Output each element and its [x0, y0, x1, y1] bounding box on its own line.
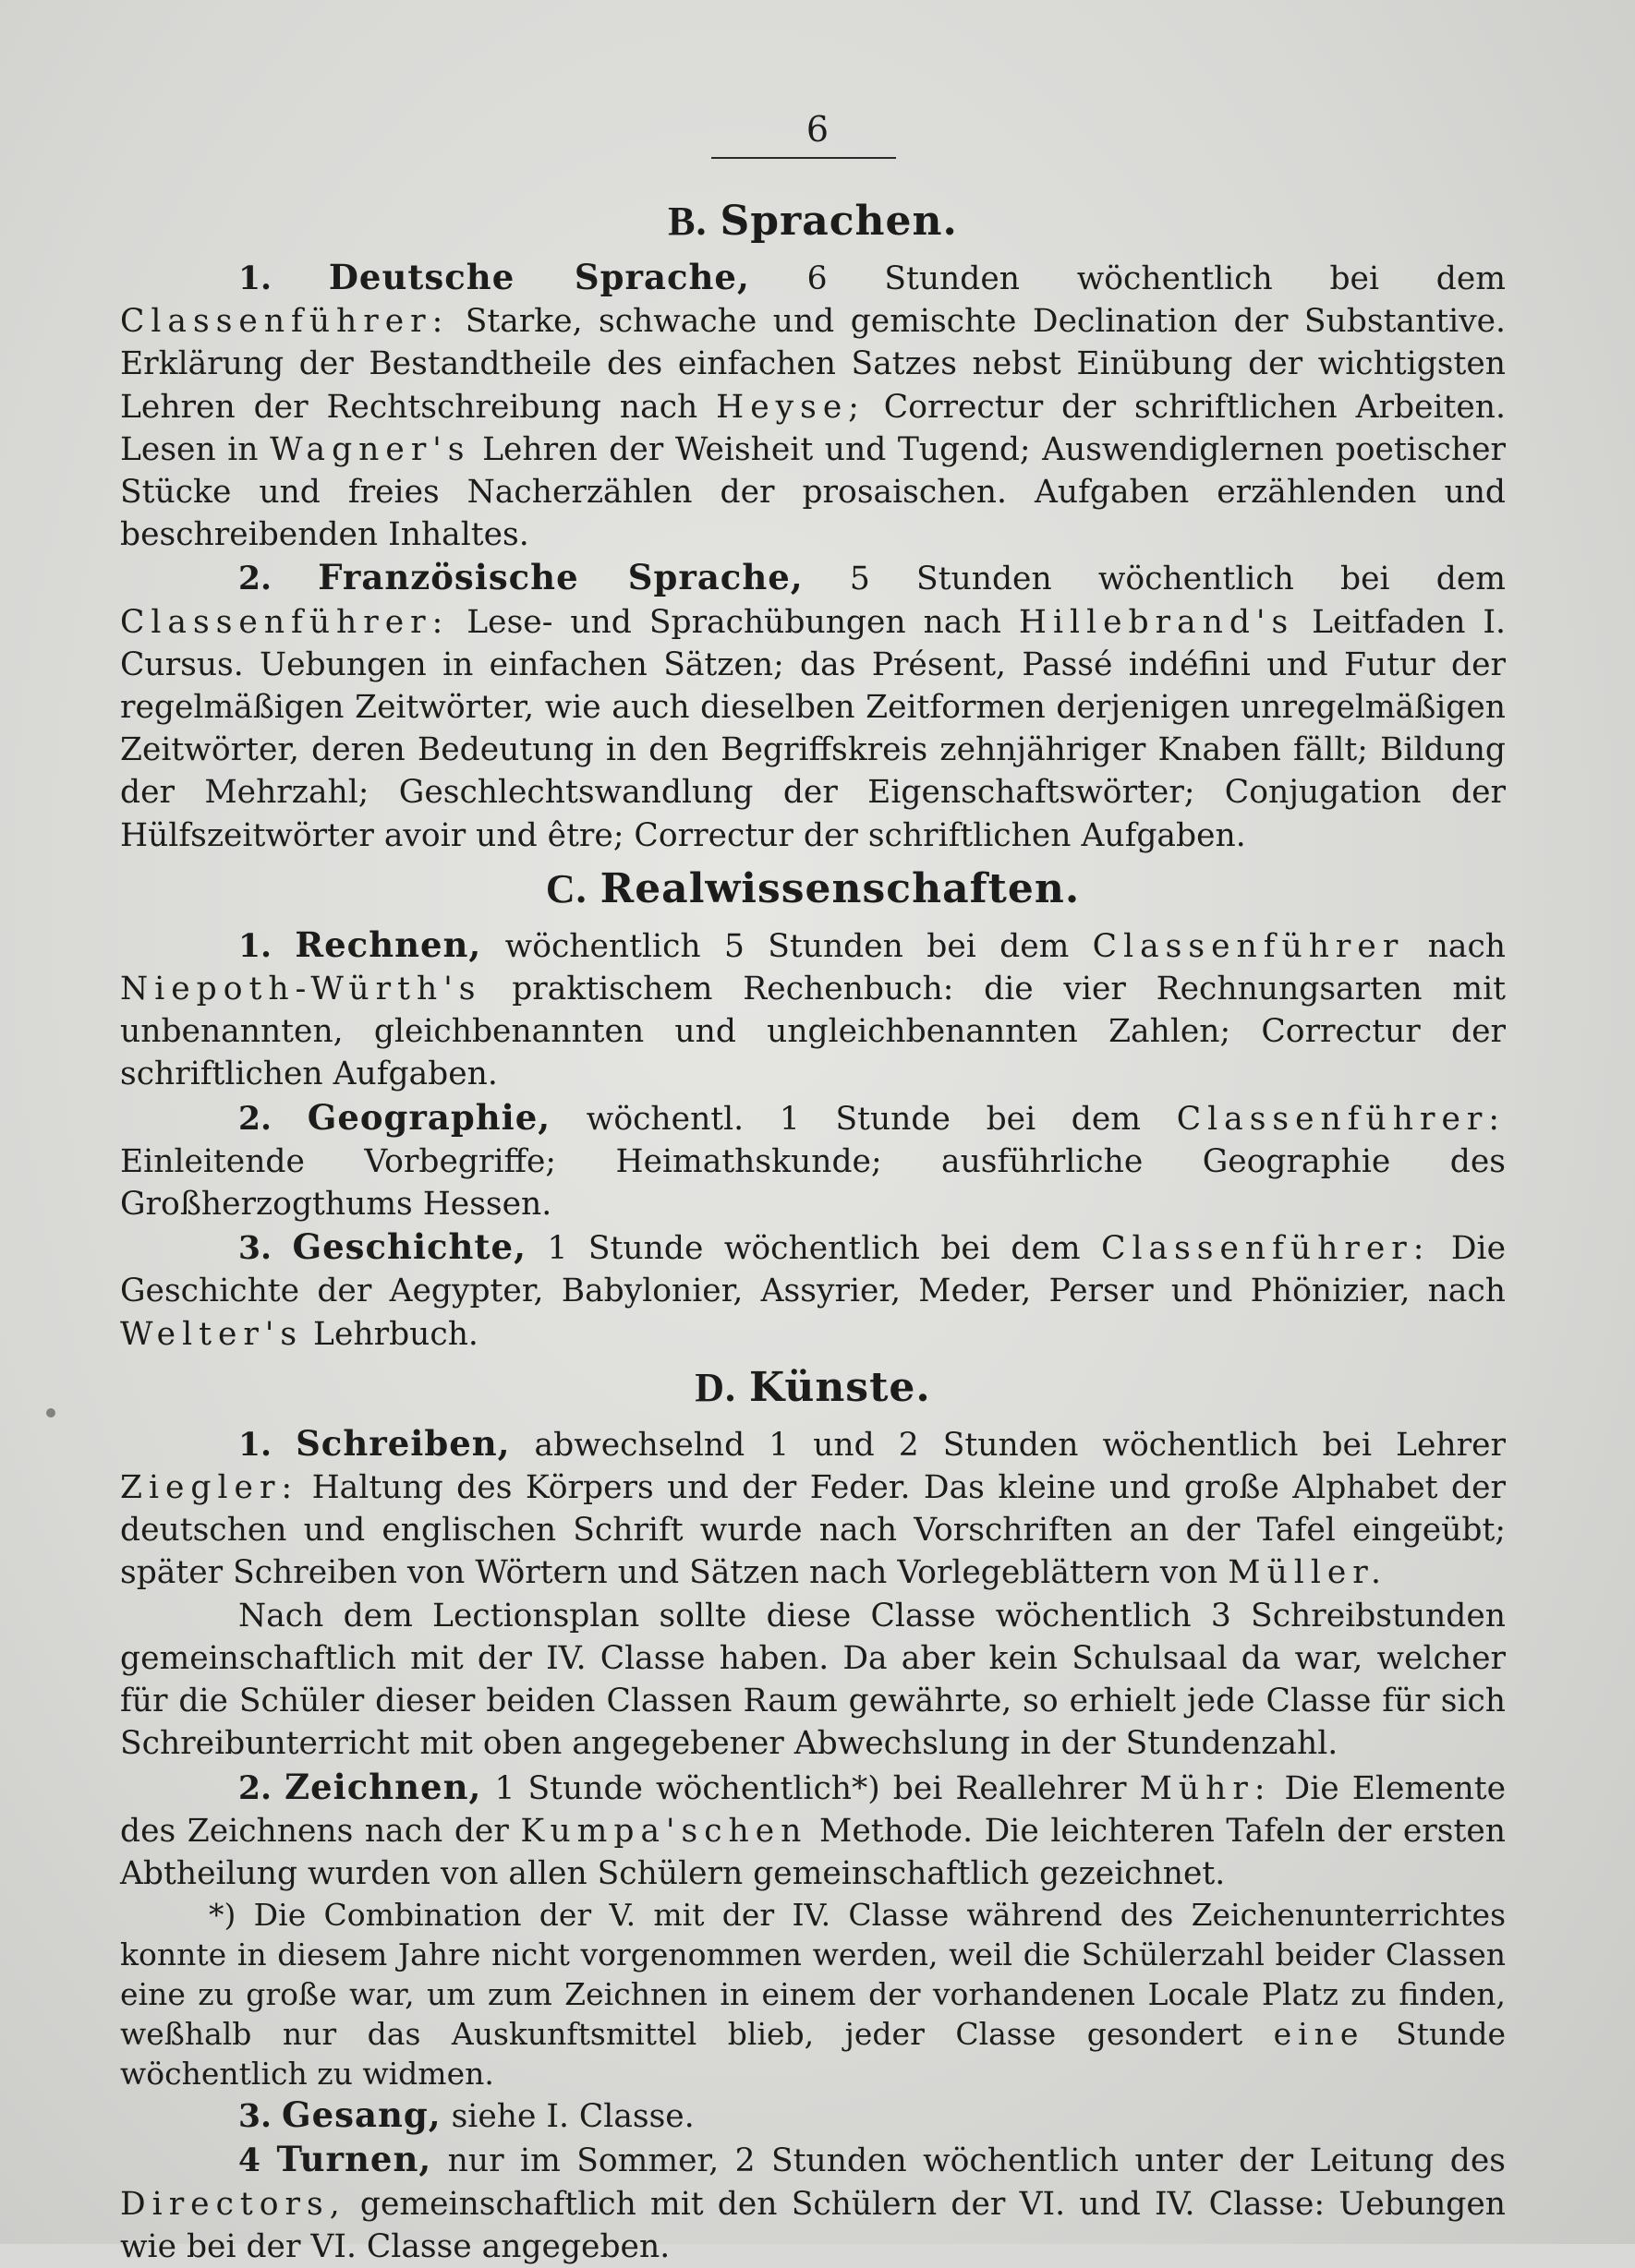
item-text: abwechselnd 1 und 2 Stunden wöchentlich bei Lehrer	[510, 1426, 1506, 1464]
item-text: Lehren der Weisheit und Tugend; Auswendiglernen poetischer Stücke und freies Nacherzählen der prosaischen. Aufgaben erzählenden und beschreibenden Inhaltes.	[120, 430, 1506, 554]
item-text: Correctur der schriftlichen Arbeiten. Lesen in	[120, 388, 1506, 468]
item-text: Die Elemente des Zeichnens nach der	[120, 1769, 1507, 1850]
spaced-name: Müller.	[1228, 1554, 1387, 1592]
page-body	[120, 189, 1506, 2268]
item-text: 1 Stunde wöchentlich bei dem	[526, 1230, 1102, 1268]
item-number: 2.	[238, 561, 272, 598]
header-rule	[711, 157, 896, 159]
section-heading-b	[120, 191, 1506, 252]
section-title: Realwissenschaften.	[600, 864, 1081, 912]
item-number: 2.	[238, 1100, 272, 1138]
item-text: 6 Stunden wöchentlich bei dem	[749, 260, 1506, 297]
ink-spot	[46, 1408, 55, 1418]
section-letter: D.	[695, 1364, 737, 1410]
paragraph-zeichnen	[120, 1766, 1506, 1896]
spaced-name: Classenführer	[1092, 927, 1405, 965]
item-number: 4	[238, 2142, 261, 2180]
section-heading-c	[120, 859, 1506, 920]
item-text: Haltung des Körpers und der Feder. Das kleine und große Alphabet der deutschen und englischen Schrift wurde nach Vorschriften an der Tafel eingeübt; später Schreiben von Wörtern und Sätzen nach Vorlegeblättern von	[120, 1469, 1506, 1592]
item-number: 3.	[238, 2098, 272, 2136]
page-number: 6	[805, 109, 830, 150]
item-topic: Gesang,	[282, 2094, 442, 2136]
spaced-name: Kumpa'schen	[520, 1812, 808, 1850]
item-text: siehe I. Classe.	[441, 2098, 695, 2136]
item-text: 1 Stunde wöchentlich*) bei Reallehrer	[481, 1769, 1140, 1807]
item-topic: Schreiben,	[296, 1422, 511, 1464]
item-text: Starke, schwache und gemischte Declination der Substantive. Erklärung der Bestandtheile des einfachen Satzes nebst Einübung der wichtigsten Lehren der Rechtschreibung nach	[120, 303, 1506, 426]
item-number: 3.	[238, 1230, 272, 1268]
item-number: 1.	[238, 1426, 272, 1464]
paragraph-geographie	[120, 1096, 1506, 1226]
item-text: Die Geschichte der Aegypter, Babylonier, Assyrier, Meder, Perser und Phönizier, nach	[120, 1230, 1506, 1310]
spaced-name: Wagner's	[270, 430, 471, 468]
section-letter: B.	[668, 199, 708, 244]
item-topic: Zeichnen,	[285, 1766, 482, 1807]
paragraph-rechnen	[120, 923, 1506, 1096]
item-text: Lehrbuch.	[303, 1315, 478, 1353]
item-topic: Deutsche Sprache,	[328, 257, 750, 297]
section-heading-d	[120, 1357, 1506, 1418]
item-topic: Rechnen,	[295, 923, 482, 965]
footnote-text: *) Die Combination der V. mit der IV. Classe während des Zeichenunterrichtes konnte in diesem Jahre nicht vorgenommen werden, weil die Schülerzahl beider Classen eine zu große war, um zum Zeichnen in einem der vorhandenen Locale Platz zu finden, weßhalb nur das Auskunftsmittel blieb, jeder Classe gesondert	[120, 1897, 1506, 2053]
item-topic: Geographie,	[307, 1096, 551, 1138]
spaced-name: Ziegler:	[120, 1469, 299, 1507]
spaced-name: Welter's	[120, 1315, 304, 1353]
spaced-name: Classenführer:	[1101, 1230, 1431, 1268]
spaced-name: Classenführer:	[120, 603, 450, 641]
item-text: nur im Sommer, 2 Stunden wöchentlich unter der Leitung des	[431, 2142, 1506, 2180]
item-text: wöchentl. 1 Stunde bei dem	[551, 1100, 1177, 1138]
paragraph-schreiben	[120, 1422, 1506, 1595]
item-number: 1.	[238, 260, 272, 297]
spaced-name: Classenführer:	[120, 303, 450, 341]
item-text: praktischem Rechenbuch: die vier Rechnungsarten mit unbenannten, gleichbenannten und ungleichbenannten Zahlen; Correctur der schriftlichen Aufgaben.	[120, 971, 1506, 1093]
paragraph-deutsche-sprache	[120, 256, 1506, 556]
item-number: 2.	[238, 1769, 272, 1807]
item-text: 5 Stunden wöchentlich bei dem	[803, 561, 1507, 598]
footnote-text: Stunde wöchentlich zu widmen.	[120, 2016, 1506, 2093]
item-text: Lese- und Sprachübungen nach	[449, 603, 1019, 641]
footnote	[120, 1895, 1506, 2093]
spaced-name: eine	[1273, 2016, 1365, 2053]
spaced-name: Niepoth-Würth's	[120, 971, 482, 1008]
paragraph-gesang	[120, 2093, 1506, 2138]
item-text: Einleitende Vorbegriffe; Heimathskunde; ausführliche Geographie des Großherzogthums Hessen.	[120, 1142, 1506, 1224]
item-text: wöchentlich 5 Stunden bei dem	[481, 927, 1093, 965]
spaced-name: Heyse;	[716, 388, 866, 426]
item-number: 1.	[238, 927, 272, 965]
paragraph-geschichte	[120, 1225, 1506, 1356]
item-text: Methode. Die leichteren Tafeln der ersten Abtheilung wurden von allen Schülern gemeinschaftlich gezeichnet.	[120, 1812, 1506, 1892]
spaced-name: Classenführer:	[1176, 1100, 1506, 1138]
item-topic: Französische Sprache,	[318, 557, 804, 598]
item-text: nach	[1404, 927, 1506, 965]
section-title: Sprachen.	[720, 198, 958, 245]
item-text: Leitfaden I. Cursus. Uebungen in einfachen Sätzen; das Présent, Passé indéfini und Futur der regelmäßigen Zeitwörter, wie auch dieselben Zeitformen derjenigen unregelmäßigen Zeitwörter, deren Bedeutung in den Begriffskreis zehnjähriger Knaben fällt; Bildung der Mehrzahl; Geschlechtswandlung der Eigenschaftswörter; Conjugation der Hülfszeitwörter avoir und être; Correctur der schriftlichen Aufgaben.	[120, 603, 1507, 854]
spaced-name: Mühr:	[1139, 1769, 1272, 1807]
item-text: gemeinschaftlich mit den Schülern der VI. und IV. Classe: Uebungen wie bei der VI. Classe angegeben.	[120, 2185, 1506, 2265]
section-letter: C.	[545, 865, 587, 911]
paragraph-turnen	[120, 2138, 1506, 2268]
paragraph-schreiben-lectionsplan: Nach dem Lectionsplan sollte diese Classe wöchentlich 3 Schreibstunden gemeinschaftlich mit der IV. Classe haben. Da aber kein Schulsaal da war, welcher für die Schüler dieser beiden Classen Raum gewährte, so erhielt jede Classe für sich Schreibunterricht mit oben angegebener Abwechslung in der Stundenzahl.	[120, 1597, 1506, 1763]
item-topic: Geschichte,	[292, 1226, 527, 1268]
spaced-name: Hillebrand's	[1018, 603, 1295, 641]
item-topic: Turnen,	[276, 2139, 432, 2180]
spaced-name: Directors,	[120, 2185, 346, 2223]
section-title: Künste.	[749, 1363, 931, 1411]
paragraph-franzoesische-sprache	[120, 556, 1506, 856]
